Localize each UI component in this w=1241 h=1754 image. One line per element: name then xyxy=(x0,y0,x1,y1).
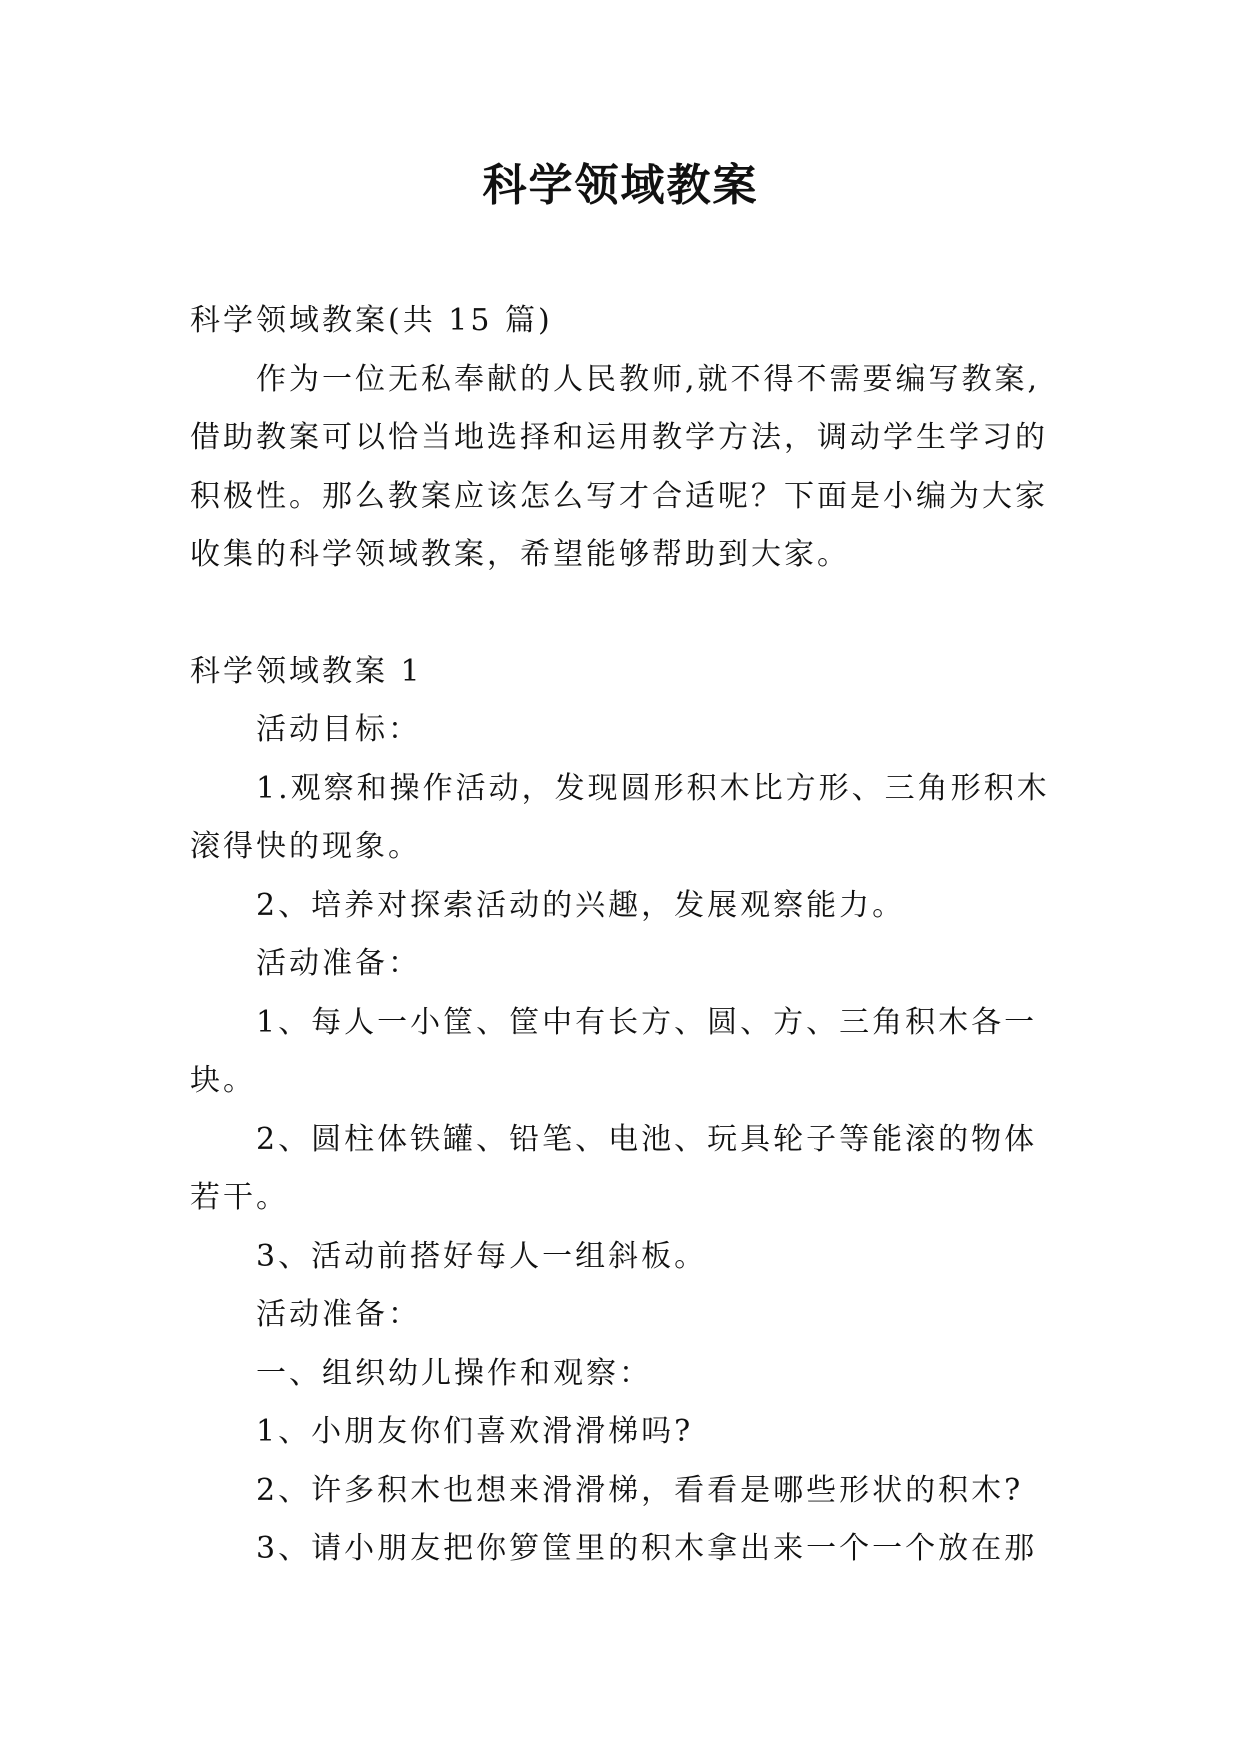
intro-line-3: 积极性。那么教案应该怎么写才合适呢？下面是小编为大家 xyxy=(190,478,1048,514)
prep-label: 活动准备： xyxy=(256,946,421,981)
process-label: 活动准备： xyxy=(256,1297,421,1332)
goal-item-2: 2、培养对探索活动的兴趣，发展观察能力。 xyxy=(256,887,906,923)
goal-item-1-line-2: 滚得快的现象。 xyxy=(190,829,421,864)
goal-item-1-line-1: 1.观察和操作活动，发现圆形积木比方形、三角形积木 xyxy=(256,770,1050,806)
question-1: 1、小朋友你们喜欢滑滑梯吗? xyxy=(256,1414,694,1449)
step-heading: 一、组织幼儿操作和观察： xyxy=(256,1355,652,1391)
intro-line-2: 借助教案可以恰当地选择和运用教学方法，调动学生学习的 xyxy=(190,420,1048,455)
goal-label: 活动目标： xyxy=(256,712,421,747)
document-body xyxy=(190,292,1052,1579)
document-subtitle: 科学领域教案(共 15 篇) xyxy=(190,303,553,338)
section-heading: 科学领域教案 1 xyxy=(190,653,423,689)
document-title: 科学领域教案 xyxy=(482,160,759,211)
prep-item-2-line-1: 2、圆柱体铁罐、铅笔、电池、玩具轮子等能滚的物体 xyxy=(256,1121,1038,1157)
prep-item-1-line-2: 块。 xyxy=(190,1063,256,1098)
prep-item-2-line-2: 若干。 xyxy=(190,1180,289,1215)
intro-line-1: 作为一位无私奉献的人民教师,就不得不需要编写教案, xyxy=(256,361,1041,397)
question-3: 3、请小朋友把你箩筐里的积木拿出来一个一个放在那 xyxy=(256,1531,1038,1566)
prep-item-1-line-1: 1、每人一小筐、筐中有长方、圆、方、三角积木各一 xyxy=(256,1004,1038,1040)
intro-line-4: 收集的科学领域教案，希望能够帮助到大家。 xyxy=(190,537,850,572)
question-2: 2、许多积木也想来滑滑梯，看看是哪些形状的积木? xyxy=(256,1472,1024,1508)
prep-item-3: 3、活动前搭好每人一组斜板。 xyxy=(256,1238,708,1274)
